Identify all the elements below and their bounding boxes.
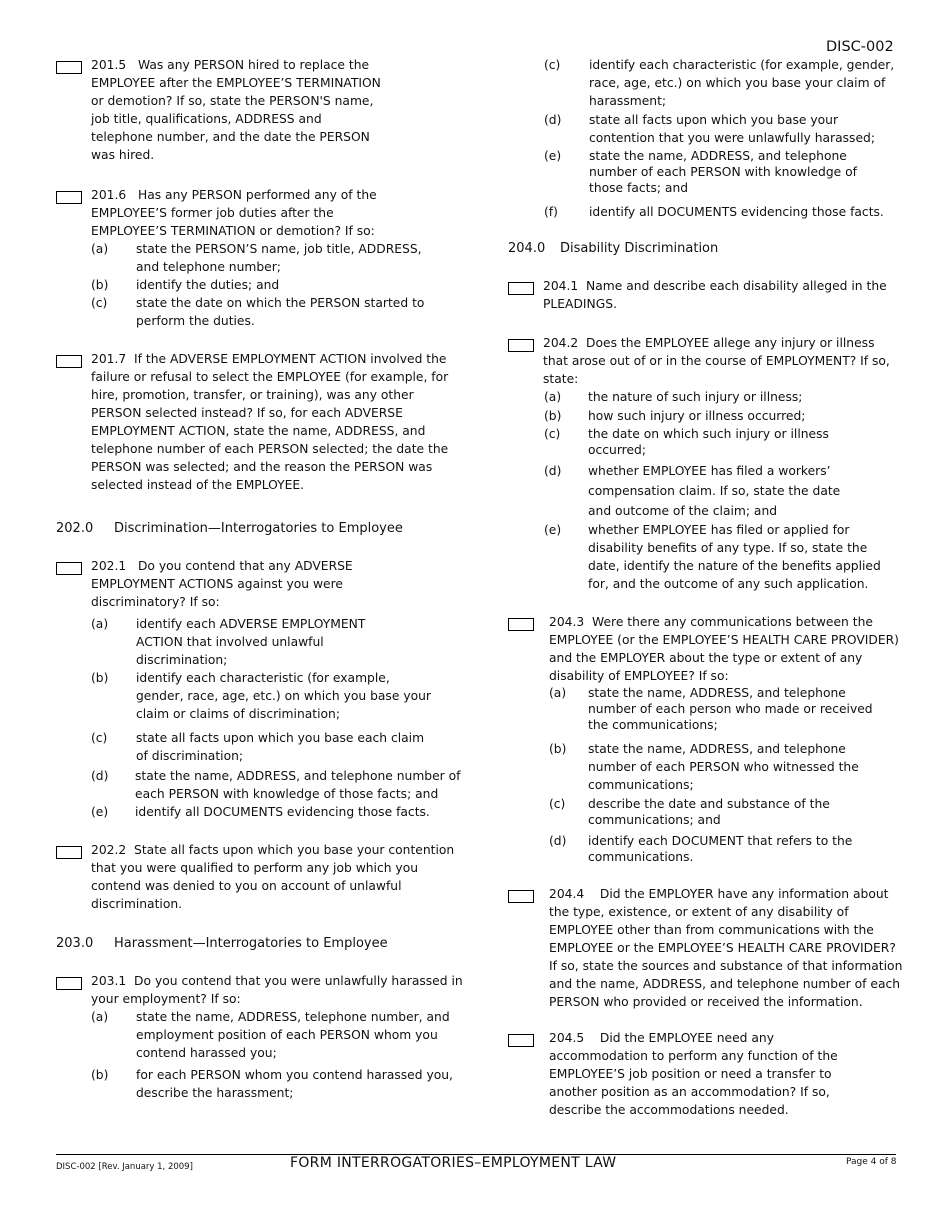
list-item: (b) state the name, ADDRESS, and telephone number of each PERSON who witnessed the communications; xyxy=(549,742,859,792)
interrogatory-204-1 xyxy=(508,277,903,313)
interrogatory-204-5 xyxy=(508,1029,868,1119)
list-item: (f) identify all DOCUMENTS evidencing those facts. xyxy=(544,205,884,219)
question-text: 204.4 Did the EMPLOYER have any information about the type, existence, or extent of any disability of EMPLOYEE other than from communications with the EMPLOYEE or the EMPLOYEE’S HEALTH CARE PROVIDER? If so, state the sources and substance of that information and the name, ADDRESS, and telephone number of each PERSON who provided or received the information. xyxy=(549,887,903,1009)
section-204-heading: 204.0 Disability Discrimination xyxy=(508,241,719,256)
form-title: FORM INTERROGATORIES–EMPLOYMENT LAW xyxy=(290,1155,617,1171)
question-text: 202.2 State all facts upon which you base your contention that you were qualified to perform any job which you contend was denied to you on account of unlawful discrimination. xyxy=(91,843,455,911)
section-203-heading: 203.0 Harassment—Interrogatories to Employee xyxy=(56,936,388,951)
list-item: (d) identify each DOCUMENT that refers to the communications. xyxy=(549,834,853,864)
question-text: 201.5 Was any PERSON hired to replace the EMPLOYEE after the EMPLOYEE’S TERMINATION or demotion? If so, state the PERSON'S name, job title, qualifications, ADDRESS and telephone number, and the date the PERSON was hired. xyxy=(91,58,381,162)
checkbox-204-3[interactable] xyxy=(508,618,534,631)
revision-note: DISC-002 [Rev. January 1, 2009] xyxy=(56,1162,193,1172)
question-text: 201.7 If the ADVERSE EMPLOYMENT ACTION involved the failure or refusal to select the EMPLOYEE (for example, for hire, promotion, transfer, or training), was any other PERSON selected instead? If so, for each ADVERSE EMPLOYMENT ACTION, state the name, ADDRESS, and telephone number of each PERSON selected; the date the PERSON was selected; and the reason the PERSON was selected instead of the EMPLOYEE. xyxy=(91,352,449,492)
list-item: (b) for each PERSON whom you contend harassed you, describe the harassment; xyxy=(91,1068,453,1100)
page-number: Page 4 of 8 xyxy=(846,1157,897,1167)
interrogatory-203-1 xyxy=(56,972,466,1008)
list-item: (a) identify each ADVERSE EMPLOYMENT ACTION that involved unlawful discrimination; xyxy=(91,617,366,667)
list-item: (a) state the PERSON’S name, job title, ADDRESS, and telephone number; xyxy=(91,242,422,274)
section-202-heading: 202.0 Discrimination—Interrogatories to Employee xyxy=(56,521,403,536)
checkbox-203-1[interactable] xyxy=(56,977,82,990)
interrogatory-204-3 xyxy=(508,613,903,685)
checkbox-204-4[interactable] xyxy=(508,890,534,903)
list-item: (c) identify each characteristic (for example, gender, race, age, etc.) on which you base your claim of harassment; xyxy=(544,58,895,108)
question-text: 204.5 Did the EMPLOYEE need any accommodation to perform any function of the EMPLOYEE’S job position or need a transfer to another position as an accommodation? If so, describe the accommodations needed. xyxy=(549,1031,838,1117)
interrogatory-201-6 xyxy=(56,186,391,240)
checkbox-202-1[interactable] xyxy=(56,562,82,575)
list-item: (e) identify all DOCUMENTS evidencing those facts. xyxy=(91,805,430,819)
interrogatory-202-1 xyxy=(56,557,476,611)
checkbox-201-7[interactable] xyxy=(56,355,82,368)
checkbox-204-1[interactable] xyxy=(508,282,534,295)
interrogatory-201-5 xyxy=(56,56,386,164)
list-item: (c) state all facts upon which you base each claim of discrimination; xyxy=(91,731,425,763)
question-text: 204.2 Does the EMPLOYEE allege any injury or illness that arose out of or in the course of EMPLOYMENT? If so, state: xyxy=(543,336,890,386)
question-text: 202.1 Do you contend that any ADVERSE EMPLOYMENT ACTIONS against you were discriminatory? If so: xyxy=(91,559,353,609)
interrogatory-204-2 xyxy=(508,334,903,388)
question-text: 204.1 Name and describe each disability alleged in the PLEADINGS. xyxy=(543,279,887,311)
checkbox-204-2[interactable] xyxy=(508,339,534,352)
question-text: 203.1 Do you contend that you were unlawfully harassed in your employment? If so: xyxy=(91,974,463,1006)
interrogatory-202-2 xyxy=(56,841,456,913)
list-item: (e) whether EMPLOYEE has filed or applied for disability benefits of any type. If so, state the date, identify the nature of the benefits applied for, and the outcome of any such application. xyxy=(544,523,881,591)
checkbox-201-5[interactable] xyxy=(56,61,82,74)
checkbox-202-2[interactable] xyxy=(56,846,82,859)
list-item: (b) identify each characteristic (for example, gender, race, age, etc.) on which you base your claim or claims of discrimination; xyxy=(91,671,431,721)
right-column xyxy=(508,56,903,1119)
interrogatory-204-4 xyxy=(508,885,903,1011)
list-item: (a) the nature of such injury or illness; xyxy=(544,390,803,404)
list-item: (c) describe the date and substance of the communications; and xyxy=(549,797,830,827)
list-item: (a) state the name, ADDRESS, and telephone number of each person who made or received the communications; xyxy=(549,686,873,732)
question-text: 204.3 Were there any communications between the EMPLOYEE (or the EMPLOYEE’S HEALTH CARE PROVIDER) and the EMPLOYER about the type or extent of any disability of EMPLOYEE? If so: xyxy=(549,615,899,683)
form-id: DISC-002 xyxy=(826,39,894,55)
list-item: (a) state the name, ADDRESS, telephone number, and employment position of each PERSON whom you contend harassed you; xyxy=(91,1010,450,1060)
list-item: (b) identify the duties; and xyxy=(91,278,280,292)
list-item: (b) how such injury or illness occurred; xyxy=(544,409,806,423)
question-text: 201.6 Has any PERSON performed any of the EMPLOYEE’S former job duties after the EMPLOYEE’S TERMINATION or demotion? If so: xyxy=(91,188,377,238)
checkbox-201-6[interactable] xyxy=(56,191,82,204)
checkbox-204-5[interactable] xyxy=(508,1034,534,1047)
left-column xyxy=(56,56,476,1102)
list-item: (d) state all facts upon which you base your contention that you were unlawfully harassed; xyxy=(544,113,875,145)
list-item: (c) the date on which such injury or illness occurred; xyxy=(544,427,829,457)
list-item: (d) state the name, ADDRESS, and telephone number of each PERSON with knowledge of those facts; and xyxy=(91,769,461,801)
list-item: (e) state the name, ADDRESS, and telephone number of each PERSON with knowledge of those facts; and xyxy=(544,149,857,195)
list-item: (c) state the date on which the PERSON started to perform the duties. xyxy=(91,296,425,328)
interrogatory-201-7 xyxy=(56,350,456,494)
list-item: (d) whether EMPLOYEE has filed a workers’ compensation claim. If so, state the date and outcome of the claim; and xyxy=(544,464,841,518)
